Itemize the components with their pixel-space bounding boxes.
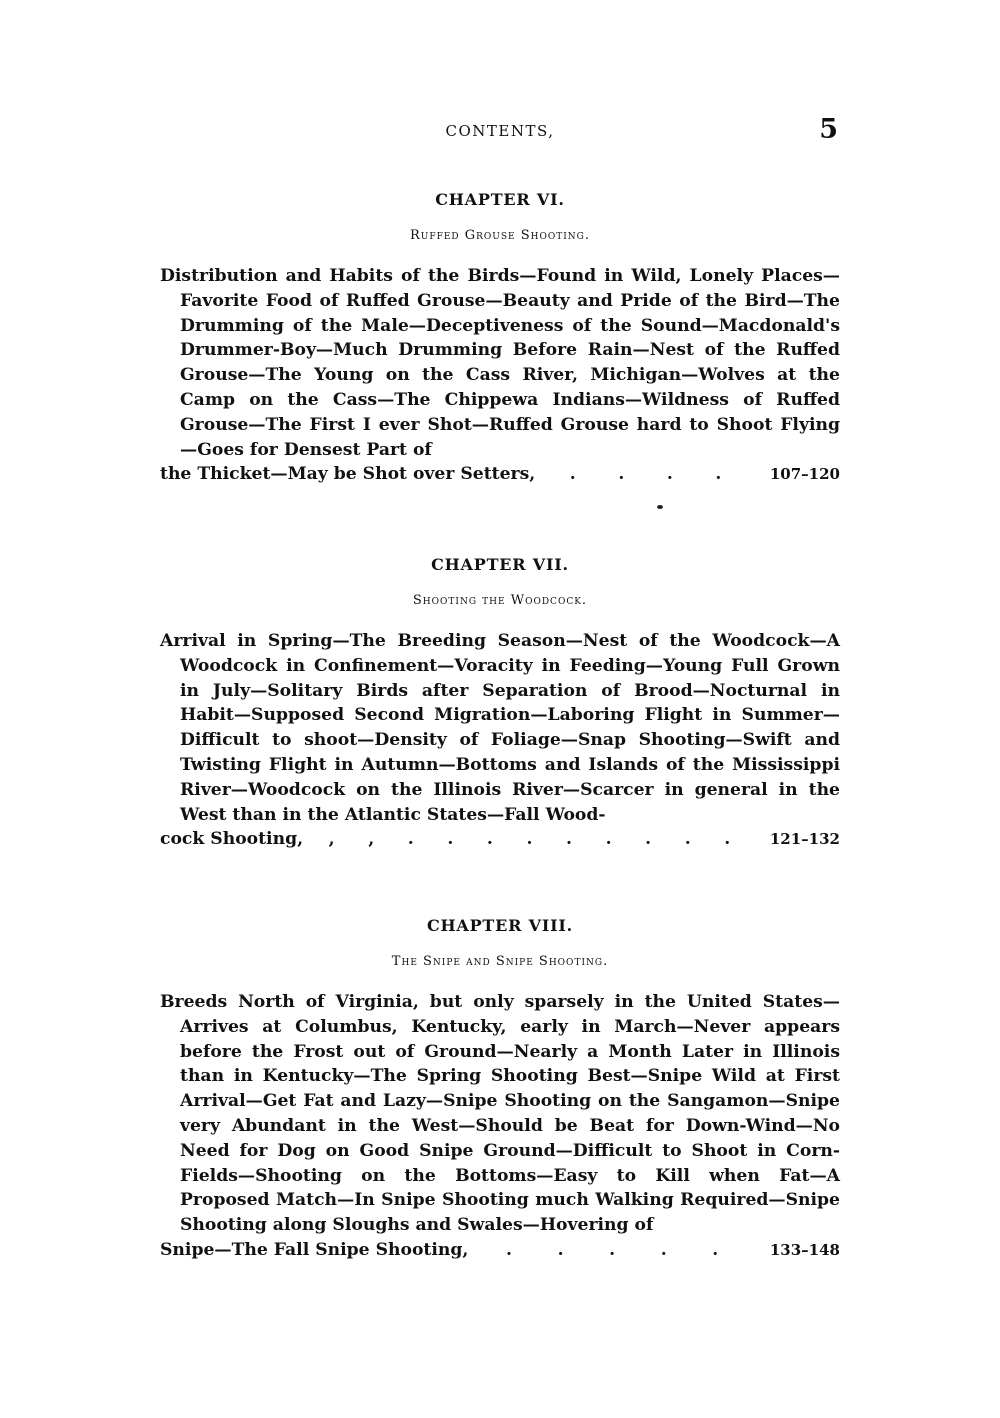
chapter-7 [160, 555, 840, 852]
chapter-summary [160, 629, 840, 852]
chapter-8 [160, 916, 840, 1263]
page-number: 5 [819, 114, 838, 145]
chapter-summary-last-line: cock Shooting, [160, 829, 304, 850]
chapter-summary-text: Distribution and Habits of the Birds—Found in Wild, Lonely Places—Favorite Food of Ruffed Grouse—Beauty and Pride of the Bird—The Drumming of the Male—Deceptiveness of the Sound—Macdonald's Drummer-Boy—Much Drumming Before Rain—Nest of the Ruffed Grouse—The Young on the Cass River, Michigan—Wolves at the Camp on the Cass—The Chippewa Indians—Wildness of Ruffed Grouse—The First I ever Shot—Ruffed Grouse hard to Shoot Flying—Goes for Densest Part of [160, 266, 840, 460]
chapter-summary-text: Arrival in Spring—The Breeding Season—Nest of the Woodcock—A Woodcock in Confinement—Voracity in Feeding—Young Full Grown in July—Solitary Birds after Separation of Brood—Nocturnal in Habit—Supposed Second Migration—Laboring Flight in Summer—Difficult to shoot—Density of Foliage—Snap Shooting—Swift and Twisting Flight in Autumn—Bottoms and Islands of the Mississippi River—Woodcock on the Illinois River—Scarcer in general in the West than in the Atlantic States—Fall Wood- [160, 631, 840, 825]
chapter-summary [160, 264, 840, 487]
chapter-summary [160, 990, 840, 1263]
toc-entry-line [160, 462, 840, 487]
page-range: 121–132 [769, 830, 840, 849]
chapter-subtitle: Ruffed Grouse Shooting. [409, 228, 591, 243]
chapter-heading: CHAPTER VI. [435, 190, 565, 209]
chapter-subtitle: Shooting the Woodcock. [412, 593, 588, 608]
running-title: CONTENTS, [445, 122, 555, 140]
chapter-6 [160, 190, 840, 487]
chapter-subtitle: The Snipe and Snipe Shooting. [391, 954, 609, 969]
ink-speck [657, 505, 663, 509]
running-head [160, 116, 840, 146]
chapter-heading: CHAPTER VII. [431, 555, 569, 574]
dot-leaders: . . . . . [505, 1239, 719, 1260]
chapter-summary-text: Breeds North of Virginia, but only sparsely in the United States—Arrives at Columbus, Kentucky, early in March—Never appears before the Frost out of Ground—Nearly a Month Later in Illinois than in Kentucky—The Spring Shooting Best—Snipe Wild at First Arrival—Get Fat and Lazy—Snipe Shooting on the Sangamon—Snipe very Abundant in the West—Should be Beat for Down-Wind—No Need for Dog on Good Snipe Ground—Difficult to Shoot in Corn-Fields—Shooting on the Bottoms—Easy to Kill when Fat—A Proposed Match—In Snipe Shooting much Walking Required—Snipe Shooting along Sloughs and Swales—Hovering of [160, 992, 840, 1236]
page-range: 107–120 [769, 465, 840, 484]
page-range: 133–148 [769, 1240, 840, 1259]
chapter-summary-last-line: the Thicket—May be Shot over Setters, [160, 464, 536, 485]
chapter-heading: CHAPTER VIII. [426, 916, 574, 935]
chapter-summary-last-line: Snipe—The Fall Snipe Shooting, [160, 1239, 469, 1260]
toc-entry-line [160, 827, 840, 852]
toc-entry-line [160, 1238, 840, 1263]
dot-leaders: , , . . . . . . . . . [328, 829, 731, 850]
dot-leaders: . . . . [569, 464, 722, 485]
